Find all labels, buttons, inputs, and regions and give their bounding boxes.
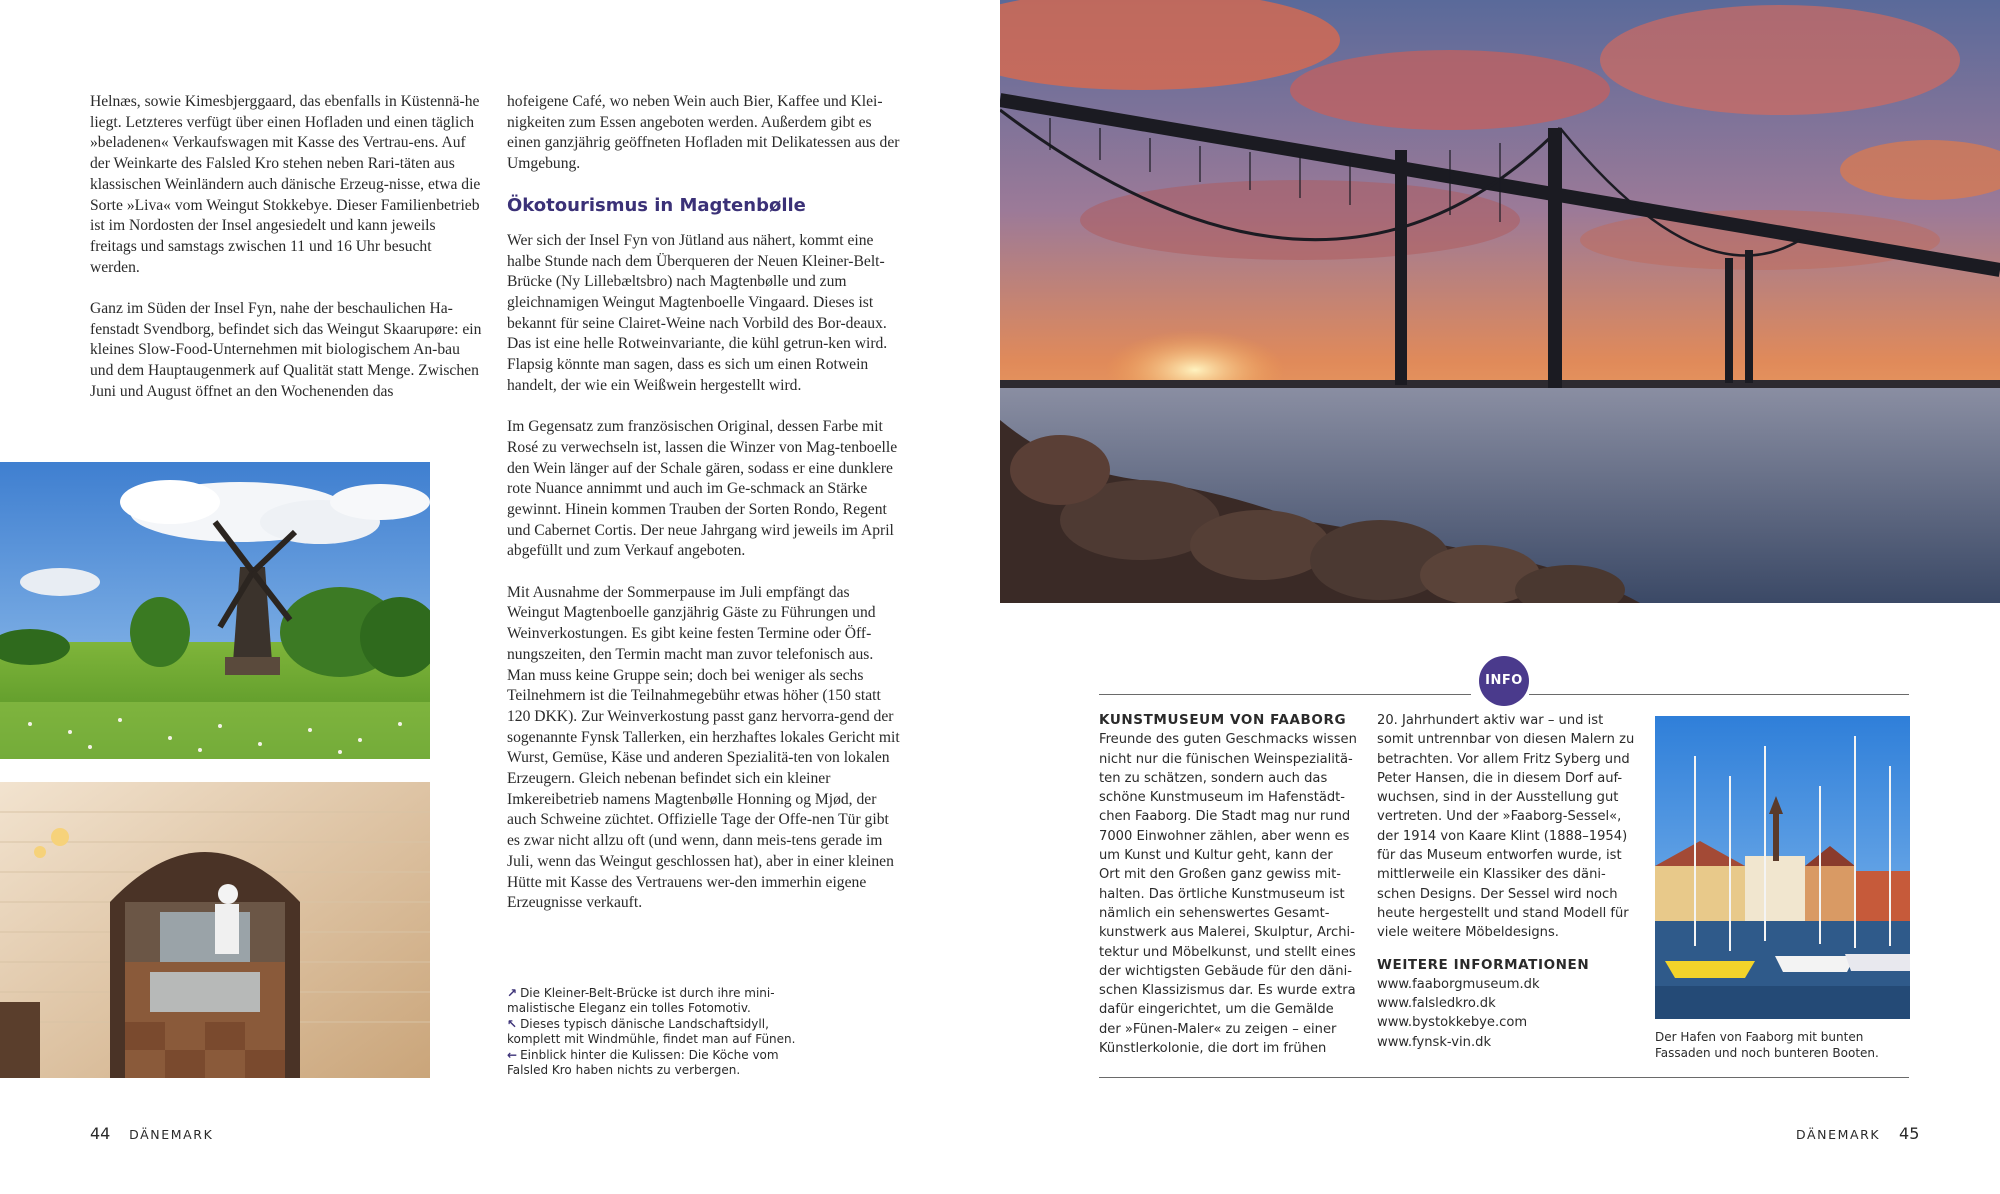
bridge-sunset-photo: [1000, 0, 2000, 603]
caption-windmill: ↖ Dieses typisch dänische Landschaftsidyll, komplett mit Windmühle, findet man auf Fünen.: [507, 1016, 796, 1047]
info-column-1: [1099, 711, 1357, 1058]
kitchen-photo: [0, 782, 430, 1078]
harbor-caption: Der Hafen von Faaborg mit bunten Fassaden und noch bunteren Booten.: [1655, 1030, 1879, 1060]
footer-left: [90, 1124, 213, 1143]
info-link[interactable]: www.bystokkebye.com: [1377, 1015, 1528, 1031]
arrow-up-right-icon: ↗: [507, 986, 518, 1000]
text-column-2: [507, 92, 902, 914]
info-rule-bottom: [1099, 1077, 1909, 1078]
paragraph: Helnæs, sowie Kimesbjerggaard, das ebenfalls in Küstennä-he liegt. Letzteres verfügt über einen Hofladen und einen täglich »beladenen« Verkaufswagen mit Kasse des Vertrau-ens. Auf der Weinkarte des Falsled Kro stehen neben Rari-täten aus klassischen Weinländern auch dänische Erzeug-nisse, etwa die Sorte »Liva« vom Weingut Stokkebye. Dieser Familienbetrieb ist im Nordosten der Insel angesiedelt und kann jeweils freitags und samstags zwischen 11 und 16 Uhr besucht werden.: [90, 93, 481, 276]
arrow-left-icon: ←: [507, 1047, 518, 1062]
info-link[interactable]: www.fynsk-vin.dk: [1377, 1034, 1492, 1050]
paragraph: Im Gegensatz zum französischen Original, dessen Farbe mit Rosé zu verwechseln ist, lassen die Winzer von Mag-tenboelle den Wein länger auf der Schale gären, sodass er eine dunklere rote Nuance annimmt und auch im Ge-schmack an Stärke gewinnt. Hinein kommen Trauben der Sorten Rondo, Regent und Cabernet Cortis. Der neue Jahrgang wird jeweils im April abgefüllt und zum Verkauf angeboten.: [507, 418, 898, 560]
harbor-photo: [1655, 716, 1910, 1019]
info-badge: INFO: [1479, 656, 1529, 706]
page-number: 44: [90, 1124, 111, 1143]
footer-right: [1796, 1124, 1919, 1143]
section-heading: Ökotourismus in Magtenbølle: [507, 194, 806, 216]
info-text: Freunde des guten Geschmacks wissen nicht nur die fünischen Weinspezialitä-ten zu schätzen, sondern auch das schöne Kunstmuseum im Hafenstädt-chen Faaborg. Die Stadt mag nur rund 7000 Einwohner zählen, aber wenn es um Kunst und Kultur geht, kann der Ort mit den Großen ganz gewiss mit-halten. Das örtliche Kunstmuseum ist nämlich ein sehenswertes Gesamt-kunstwerk aus Malerei, Skulptur, Archi-tektur und Möbelkunst, und stellt eines der wichtigsten Gebäude für den däni-schen Klassizismus dar. Es wurde extra dafür eingerichtet, um die Gemälde der »Fünen-Maler« zu zeigen – einer Künstlerkolonie, die dort im frühen: [1099, 732, 1357, 1057]
arrow-up-left-icon: ↖: [507, 1016, 518, 1031]
info-text: 20. Jahrhundert aktiv war – und ist somit untrennbar von diesen Malern zu betrachten. Vor allem Fritz Syberg und Peter Hansen, die in diesem Dorf auf-wuchsen, sind in der Ausstellung gut vertreten. Und der »Faaborg-Sessel«, der 1914 von Kaare Klint (1888–1954) für das Museum entworfen wurde, ist mittlerweile ein Klassiker des däni-schen Designs. Der Sessel wird noch heute hergestellt und stand Modell für viele weitere Möbeldesigns.: [1377, 713, 1635, 941]
paragraph: Mit Ausnahme der Sommerpause im Juli empfängt das Weingut Magtenboelle ganzjährig Gäste zu Führungen und Weinverkostungen. Es gibt keine festen Termine oder Öff-nungszeiten, den Termin macht man zuvor telefonisch aus. Man muss keine Gruppe sein; doch bei weniger als sechs Teilnehmern ist die Teilnahmegebühr etwas höher (150 statt 120 DKK). Zur Weinverkostung passt ganz hervorra-gend der sogenannte Fynsk Tallerken, ein herzhaftes lokales Gericht mit Wurst, Gemüse, Käse und anderen Spezialitä-ten von lokalen Erzeugern. Gleich nebenan befindet sich ein kleiner Imkereibetrieb namens Magtenbølle Honning og Mjød, der auch Schweine züchtet. Offizielle Tage der Offe-nen Tür gibt es zwar nicht allzu oft (und wenn, dann meis-tens gerade im Juli, wenn das Weingut geschlossen hat), aber in einer kleinen Hütte mit Kasse des Vertrauens wer-den immerhin eigene Erzeugnisse verkauft.: [507, 583, 900, 912]
paragraph: hofeigene Café, wo neben Wein auch Bier, Kaffee und Klei-nigkeiten zum Essen angeboten werden. Außerdem gibt es einen ganzjährig geöffneten Hofladen mit Delikatessen aus der Umgebung.: [507, 93, 900, 173]
info-rule-left: [1099, 694, 1471, 695]
info-link[interactable]: www.falsledkro.dk: [1377, 996, 1496, 1012]
page-number: 45: [1899, 1124, 1920, 1143]
info-rule-right: [1529, 694, 1909, 695]
photo-captions: [507, 986, 807, 1078]
running-header: DÄNEMARK: [129, 1127, 214, 1142]
more-info-title: WEITERE INFORMATIONEN: [1377, 956, 1590, 973]
info-column-2: [1377, 711, 1635, 1052]
caption-bridge: ↗ Die Kleiner-Belt-Brücke ist durch ihre mini-malistische Eleganz ein tolles Fotomotiv.: [507, 986, 775, 1016]
caption-kitchen: ← Einblick hinter die Kulissen: Die Köche vom Falsled Kro haben nichts zu verbergen.: [507, 1047, 779, 1078]
paragraph: Ganz im Süden der Insel Fyn, nahe der beschaulichen Ha-fenstadt Svendborg, befindet sich das Weingut Skaarupøre: ein kleines Slow-Food-Unternehmen mit biologischem An-bau und dem Hauptaugenmerk auf Qualität statt Menge. Zwischen Juni und August öffnet an den Wochenenden das: [90, 300, 482, 400]
info-title: KUNSTMUSEUM VON FAABORG: [1099, 712, 1347, 728]
info-link[interactable]: www.faaborgmuseum.dk: [1377, 976, 1540, 992]
running-header: DÄNEMARK: [1796, 1127, 1881, 1142]
text-column-1: [90, 92, 485, 403]
paragraph: Wer sich der Insel Fyn von Jütland aus nähert, kommt eine halbe Stunde nach dem Überqueren der Neuen Kleiner-Belt-Brücke (Ny Lillebæltsbro) nach Magtenbølle und zum gleichnamigen Weingut Magtenboelle Vingaard. Dieses ist bekannt für seine Clairet-Weine nach Vorbild des Bor-deaux. Das ist eine helle Rotweinvariante, die kühl getrun-ken wird. Flapsig könnte man sagen, dass es sich um einen Rotwein handelt, der wie ein Weißwein hergestellt wird.: [507, 231, 888, 394]
windmill-photo: [0, 462, 430, 759]
